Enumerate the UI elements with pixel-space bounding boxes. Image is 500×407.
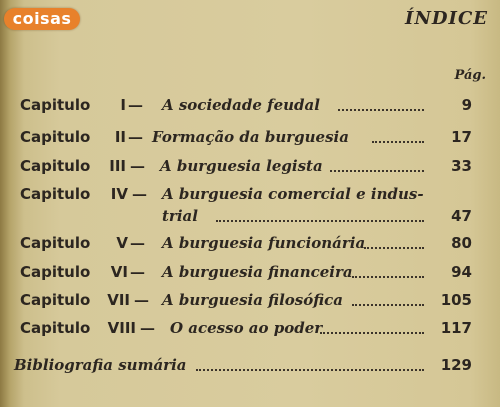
- toc-entry: [0, 157, 500, 181]
- chapter-title: A burguesia financeira: [162, 263, 353, 281]
- chapter-label: Capitulo: [20, 128, 91, 146]
- dash: —: [134, 291, 149, 309]
- chapter-label: Capitulo: [20, 96, 91, 114]
- dot-leader: [330, 167, 424, 172]
- page-column-label: Pág.: [454, 68, 486, 83]
- toc-entry: [0, 96, 500, 120]
- chapter-title: A burguesia funcionária: [162, 234, 366, 252]
- toc-entry: [0, 128, 500, 152]
- chapter-label: Capitulo: [20, 157, 91, 175]
- chapter-number: VIII: [107, 319, 136, 337]
- dot-leader: [196, 366, 424, 371]
- chapter-label: Capitulo: [20, 185, 91, 203]
- page-number: 105: [440, 291, 472, 309]
- toc-entry: [0, 291, 500, 315]
- toc-entry: [0, 185, 500, 229]
- dot-leader: [352, 273, 424, 278]
- chapter-number: V: [116, 234, 128, 252]
- chapter-number: III: [109, 157, 126, 175]
- dot-leader: [372, 138, 424, 143]
- page-title: ÍNDICE: [405, 8, 488, 29]
- chapter-title: Formação da burguesia: [152, 128, 349, 146]
- dash: —: [140, 319, 155, 337]
- chapter-label: Capitulo: [20, 319, 91, 337]
- dot-leader: [352, 301, 424, 306]
- chapter-title-continuation: trial: [162, 207, 198, 225]
- page-number: 17: [451, 128, 472, 146]
- toc-entry: [0, 263, 500, 287]
- dash: —: [130, 234, 145, 252]
- dash: —: [130, 157, 145, 175]
- page-number: 117: [440, 319, 472, 337]
- dot-leader: [216, 217, 424, 222]
- dot-leader: [338, 106, 424, 111]
- chapter-title: A burguesia legista: [160, 157, 323, 175]
- page-number: 9: [461, 96, 472, 114]
- chapter-number: II: [114, 128, 126, 146]
- chapter-number: IV: [110, 185, 128, 203]
- watermark-logo: coisas: [4, 8, 80, 30]
- bibliography-title: Bibliografia sumária: [14, 356, 187, 374]
- dash: —: [128, 96, 143, 114]
- chapter-title: A burguesia filosófica: [162, 291, 343, 309]
- page-number: 94: [451, 263, 472, 281]
- chapter-title: O acesso ao poder: [170, 319, 323, 337]
- chapter-label: Capitulo: [20, 291, 91, 309]
- dash: —: [132, 185, 147, 203]
- page-number: 33: [451, 157, 472, 175]
- page-number: 129: [440, 356, 472, 374]
- dot-leader: [364, 244, 424, 249]
- toc-entry: [0, 234, 500, 258]
- chapter-title: A burguesia comercial e indus-: [162, 185, 424, 203]
- chapter-title: A sociedade feudal: [162, 96, 320, 114]
- chapter-number: VII: [107, 291, 130, 309]
- dash: —: [130, 263, 145, 281]
- dot-leader: [320, 329, 424, 334]
- chapter-number: VI: [110, 263, 128, 281]
- toc-entry: [0, 319, 500, 343]
- dash: —: [128, 128, 143, 146]
- toc-entry-bibliography: [0, 356, 500, 380]
- page-number: 47: [451, 207, 472, 225]
- chapter-number: I: [120, 96, 126, 114]
- chapter-label: Capitulo: [20, 234, 91, 252]
- chapter-label: Capitulo: [20, 263, 91, 281]
- page-number: 80: [451, 234, 472, 252]
